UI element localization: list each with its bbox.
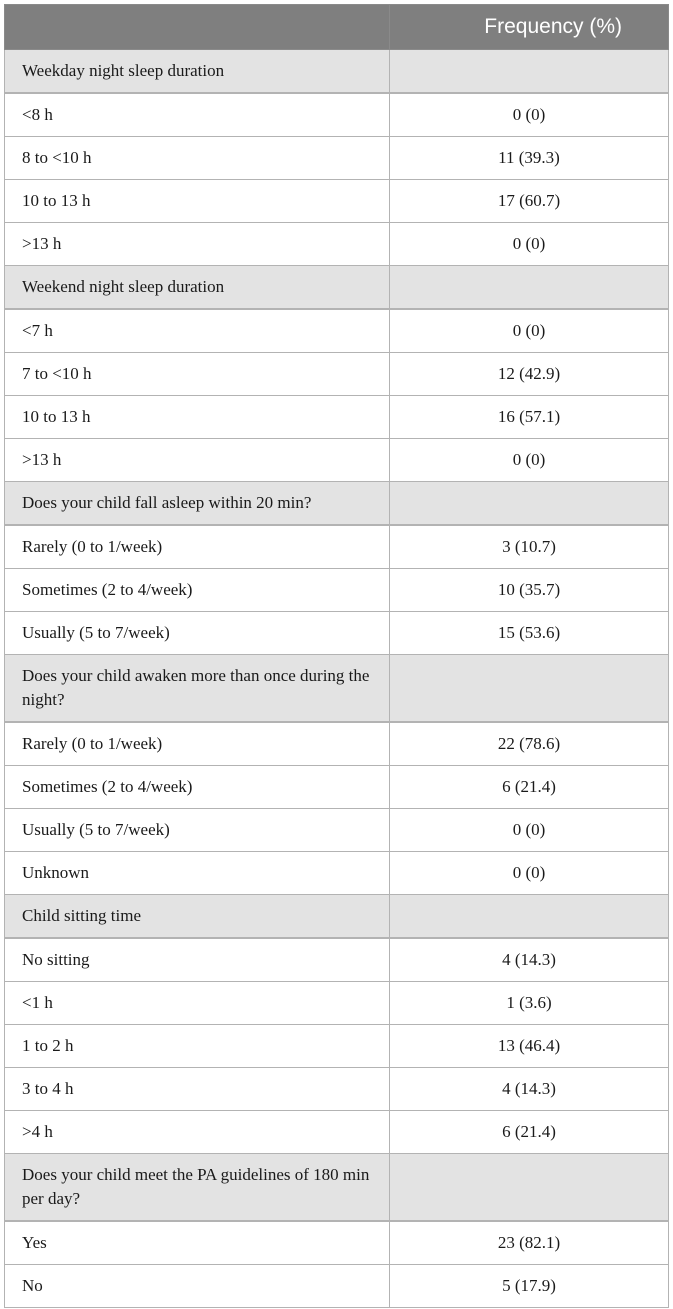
section-blank	[390, 266, 669, 310]
section-blank	[390, 50, 669, 94]
row-value: 6 (21.4)	[390, 766, 669, 809]
row-label: 7 to <10 h	[5, 353, 390, 396]
row-value: 11 (39.3)	[390, 137, 669, 180]
table-row	[5, 1025, 669, 1068]
section-blank	[390, 655, 669, 723]
section-title: Does your child meet the PA guidelines of 180 min per day?	[5, 1154, 390, 1222]
row-value: 12 (42.9)	[390, 353, 669, 396]
section-title: Does your child fall asleep within 20 min?	[5, 482, 390, 526]
table-row	[5, 722, 669, 766]
row-value: 4 (14.3)	[390, 938, 669, 982]
row-label: No	[5, 1265, 390, 1308]
table-row	[5, 137, 669, 180]
row-value: 0 (0)	[390, 852, 669, 895]
row-label: <8 h	[5, 93, 390, 137]
row-label: No sitting	[5, 938, 390, 982]
row-label: 10 to 13 h	[5, 396, 390, 439]
row-value: 0 (0)	[390, 309, 669, 353]
row-value: 0 (0)	[390, 439, 669, 482]
row-label: >4 h	[5, 1111, 390, 1154]
table-row	[5, 809, 669, 852]
table-row	[5, 1068, 669, 1111]
table-row	[5, 1221, 669, 1265]
table-row	[5, 569, 669, 612]
row-label: 10 to 13 h	[5, 180, 390, 223]
section-row	[5, 266, 669, 310]
table-row	[5, 766, 669, 809]
header-blank-cell	[5, 5, 390, 50]
table-row	[5, 93, 669, 137]
section-row	[5, 655, 669, 723]
row-value: 0 (0)	[390, 93, 669, 137]
row-value: 1 (3.6)	[390, 982, 669, 1025]
section-blank	[390, 1154, 669, 1222]
table-row	[5, 938, 669, 982]
table-row	[5, 982, 669, 1025]
row-label: Rarely (0 to 1/week)	[5, 525, 390, 569]
table-row	[5, 353, 669, 396]
section-row	[5, 1154, 669, 1222]
row-value: 17 (60.7)	[390, 180, 669, 223]
row-value: 5 (17.9)	[390, 1265, 669, 1308]
header-frequency: Frequency (%)	[390, 5, 669, 50]
row-label: >13 h	[5, 439, 390, 482]
table-row	[5, 309, 669, 353]
table-row	[5, 439, 669, 482]
section-title: Weekend night sleep duration	[5, 266, 390, 310]
frequency-table	[4, 4, 669, 1308]
table-header-row	[5, 5, 669, 50]
row-label: Usually (5 to 7/week)	[5, 612, 390, 655]
row-value: 13 (46.4)	[390, 1025, 669, 1068]
section-row	[5, 895, 669, 939]
frequency-table-container	[4, 4, 668, 1308]
row-label: Unknown	[5, 852, 390, 895]
table-row	[5, 223, 669, 266]
row-value: 23 (82.1)	[390, 1221, 669, 1265]
row-value: 0 (0)	[390, 223, 669, 266]
row-label: 3 to 4 h	[5, 1068, 390, 1111]
section-title: Weekday night sleep duration	[5, 50, 390, 94]
table-row	[5, 525, 669, 569]
row-value: 3 (10.7)	[390, 525, 669, 569]
table-row	[5, 612, 669, 655]
row-label: Rarely (0 to 1/week)	[5, 722, 390, 766]
row-label: 8 to <10 h	[5, 137, 390, 180]
table-row	[5, 180, 669, 223]
table-row	[5, 852, 669, 895]
row-label: <7 h	[5, 309, 390, 353]
row-label: Sometimes (2 to 4/week)	[5, 569, 390, 612]
section-row	[5, 50, 669, 94]
row-value: 0 (0)	[390, 809, 669, 852]
row-value: 22 (78.6)	[390, 722, 669, 766]
row-value: 16 (57.1)	[390, 396, 669, 439]
row-label: 1 to 2 h	[5, 1025, 390, 1068]
section-blank	[390, 482, 669, 526]
row-value: 10 (35.7)	[390, 569, 669, 612]
table-row	[5, 1111, 669, 1154]
row-label: <1 h	[5, 982, 390, 1025]
section-row	[5, 482, 669, 526]
row-value: 4 (14.3)	[390, 1068, 669, 1111]
section-title: Does your child awaken more than once during the night?	[5, 655, 390, 723]
table-row	[5, 1265, 669, 1308]
row-value: 6 (21.4)	[390, 1111, 669, 1154]
row-label: Usually (5 to 7/week)	[5, 809, 390, 852]
section-blank	[390, 895, 669, 939]
row-label: >13 h	[5, 223, 390, 266]
section-title: Child sitting time	[5, 895, 390, 939]
table-row	[5, 396, 669, 439]
row-value: 15 (53.6)	[390, 612, 669, 655]
row-label: Yes	[5, 1221, 390, 1265]
row-label: Sometimes (2 to 4/week)	[5, 766, 390, 809]
